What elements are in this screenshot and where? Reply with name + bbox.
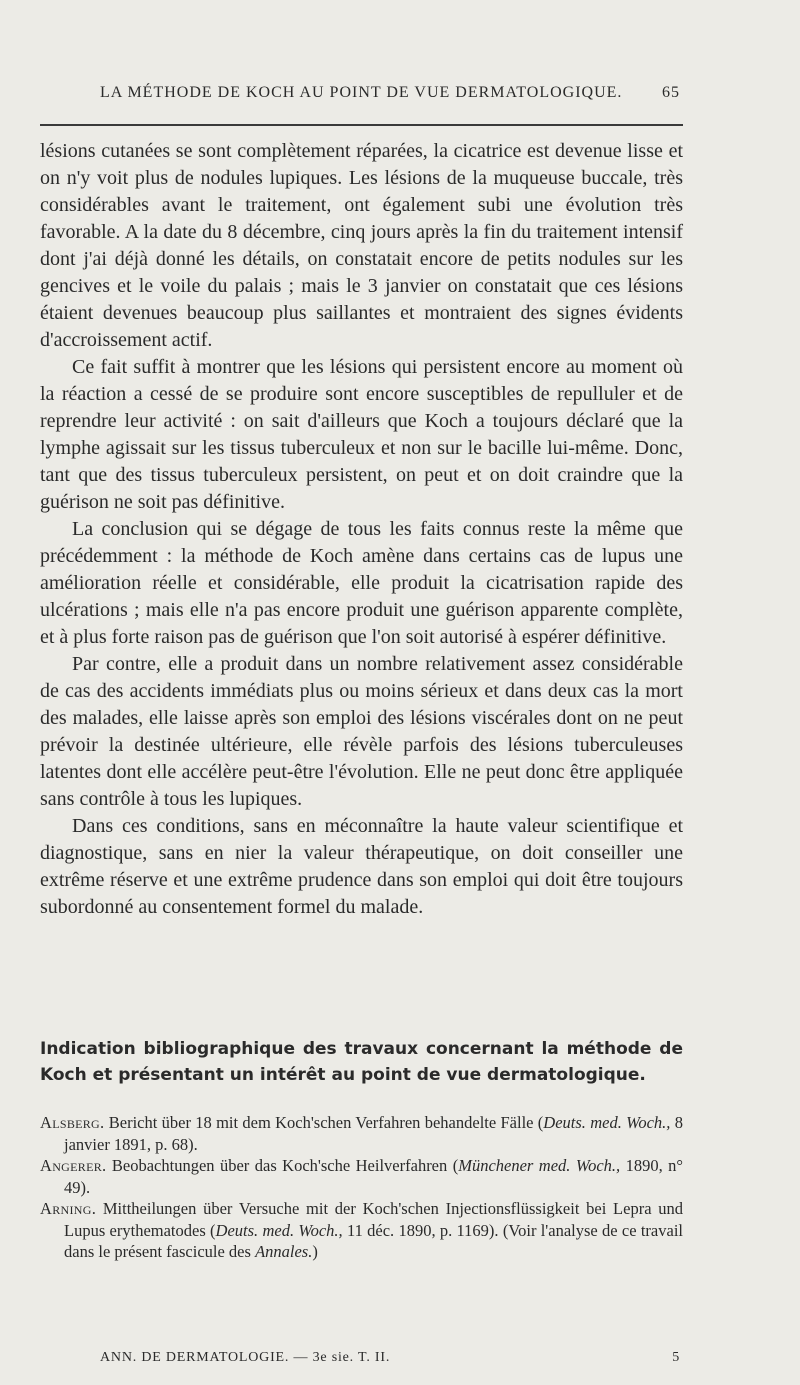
page-number: 65	[662, 84, 680, 101]
reference-rest: 11 déc. 1890, p. 1169). (Voir l'analyse de ce travail dans le présent fascicule des	[64, 1220, 683, 1261]
reference-source: Deuts. med. Woch.,	[215, 1220, 343, 1240]
paragraph: Dans ces conditions, sans en méconnaître la haute valeur scientifique et diagnostique, sans en nier la valeur thérapeutique, on doit conseiller une extrême réserve et une extrême prudence dans son emploi qui doit être toujours subordonné au consentement formel du malade.	[40, 815, 683, 918]
reference-rest: 1890, n° 49).	[64, 1156, 683, 1197]
reference-item	[40, 1155, 683, 1198]
reference-rest: 8 janvier 1891, p. 68).	[64, 1113, 683, 1154]
reference-item	[40, 1112, 683, 1155]
reference-author: Alsberg.	[40, 1113, 105, 1132]
reference-rest: )	[312, 1242, 318, 1261]
paragraph: Ce fait suffit à montrer que les lésions qui persistent encore au moment où la réaction a cessé de se produire sont encore susceptibles de repulluler et de reprendre leur activité : on sait d'ailleurs que Koch a toujours déclaré que la lymphe agissait sur les tissus tuberculeux et non sur le bacille lui-même. Donc, tant que des tissus tuberculeux persistent, on peut et on doit craindre que la guérison ne soit pas définitive.	[40, 356, 683, 513]
page-footer	[100, 1350, 680, 1366]
paragraph: lésions cutanées se sont complètement réparées, la cicatrice est devenue lisse et on n'y voit plus de nodules lupiques. Les lésions de la muqueuse buccale, très considérables avant le traitement, ont également subi une évolution très favorable. A la date du 8 décembre, cinq jours après la fin du traitement intensif dont j'ai déjà donné les détails, on constatait encore de petits nodules sur les gencives et le voile du palais ; mais le 3 janvier on constatait que ces lésions étaient devenues beaucoup plus saillantes et montraient des signes évidents d'accroissement actif.	[40, 140, 683, 351]
reference-source: Annales.	[255, 1242, 313, 1261]
bibliography-heading: Indication bibliographique des travaux concernant la méthode de Koch et présentant un intérêt au point de vue dermatologique.	[40, 1039, 683, 1085]
reference-author: Angerer.	[40, 1156, 107, 1175]
reference-author: Arning.	[40, 1199, 97, 1218]
reference-list	[40, 1112, 683, 1263]
gathering-signature: 5	[672, 1350, 680, 1365]
reference-text: Bericht über 18 mit dem Koch'schen Verfahren behandelte Fälle (	[108, 1113, 544, 1132]
journal-signature: ANN. DE DERMATOLOGIE. — 3e sie. T. II.	[100, 1350, 391, 1365]
reference-text: Mittheilungen über Versuche mit der Koch'schen Injectionsflüssigkeit bei Lepra und Lupus erythematodes (	[64, 1199, 683, 1240]
running-header	[100, 84, 680, 102]
body-text	[40, 138, 683, 921]
running-title: LA MÉTHODE DE KOCH AU POINT DE VUE DERMATOLOGIQUE.	[100, 84, 623, 101]
paragraph: Par contre, elle a produit dans un nombre relativement assez considérable de cas des accidents immédiats plus ou moins sérieux et dans deux cas la mort des malades, elle laisse après son emploi des lésions viscérales dont on ne peut prévoir la destinée ultérieure, elle révèle parfois des lésions tuberculeuses latentes dont elle accélère peut-être l'évolution. Elle ne peut donc être appliquée sans contrôle à tous les lupiques.	[40, 653, 683, 810]
reference-source: Deuts. med. Woch.,	[543, 1113, 671, 1132]
reference-item	[40, 1198, 683, 1263]
paragraph: La conclusion qui se dégage de tous les faits connus reste la même que précédemment : la méthode de Koch amène dans certains cas de lupus une amélioration réelle et considérable, elle produit la cicatrisation rapide des ulcérations ; mais elle n'a pas encore produit une guérison apparente complète, et à plus forte raison pas de guérison que l'on soit autorisé à espérer définitive.	[40, 518, 683, 648]
reference-source: Münchener med. Woch.,	[458, 1156, 621, 1175]
reference-text: Beobachtungen über das Koch'sche Heilverfahren (	[111, 1156, 459, 1175]
header-rule	[40, 124, 683, 126]
